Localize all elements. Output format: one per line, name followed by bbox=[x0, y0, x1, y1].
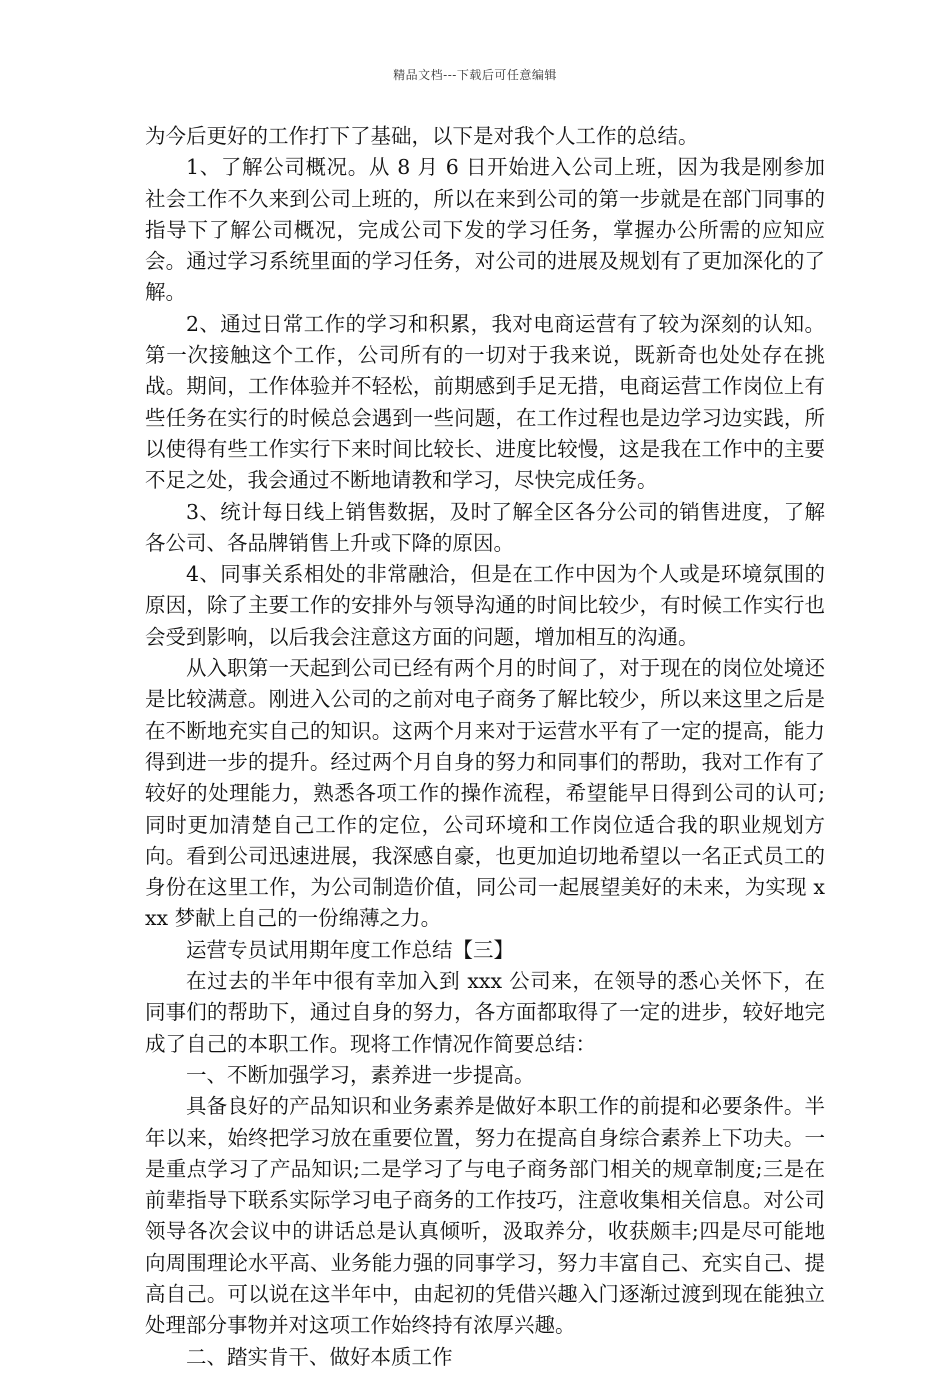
subheading-one: 一、不断加强学习，素养进一步提高。 bbox=[186, 1062, 535, 1087]
subheading-two: 二、踏实肯干、做好本质工作 bbox=[186, 1344, 453, 1369]
paragraph-item-1: 1、了解公司概况。从 8 月 6 日开始进入公司上班，因为我是刚参加社会工作不久来到公司上班的，所以在来到公司的第一步就是在部门同事的指导下了解公司概况，完成公司下发的学习任务，掌握办公所需的应知应会。通过学习系统里面的学习任务，对公司的进展及规划有了更加深化的了解。 bbox=[145, 155, 825, 305]
paragraph-summary: 从入职第一天起到公司已经有两个月的时间了，对于现在的岗位处境还是比较满意。刚进入公司的之前对电子商务了解比较少，所以来这里之后是在不断地充实自己的知识。这两个月来对于运营水平有了一定的提高，能力得到进一步的提升。经过两个月自身的努力和同事们的帮助，我对工作有了较好的处理能力，熟悉各项工作的操作流程，希望能早日得到公司的认可;同时更加清楚自己工作的定位，公司环境和工作岗位适合我的职业规划方向。看到公司迅速进展，我深感自豪，也更加迫切地希望以一名正式员工的身份在这里工作，为公司制造价值，同公司一起展望美好的未来，为实现 xxx 梦献上自己的一份绵薄之力。 bbox=[145, 656, 825, 931]
paragraph-item-3: 3、统计每日线上销售数据，及时了解全区各分公司的销售进度，了解各公司、各品牌销售上升或下降的原因。 bbox=[145, 499, 825, 555]
section-title-three: 运营专员试用期年度工作总结【三】 bbox=[186, 937, 514, 962]
page-header: 精品文档---下载后可任意编辑 bbox=[393, 68, 557, 82]
paragraph-item-4: 4、同事关系相处的非常融洽，但是在工作中因为个人或是环境氛围的原因，除了主要工作的安排外与领导沟通的时间比较少，有时候工作实行也会受到影响，以后我会注意这方面的问题，增加相互的沟通。 bbox=[145, 562, 825, 649]
paragraph-item-2: 2、通过日常工作的学习和积累，我对电商运营有了较为深刻的认知。第一次接触这个工作，公司所有的一切对于我来说，既新奇也处处存在挑战。期间，工作体验并不轻松，前期感到手足无措，电商运营工作岗位上有些任务在实行的时候总会遇到一些问题，在工作过程也是边学习边实践，所以使得有些工作实行下来时间比较长、进度比较慢，这是我在工作中的主要不足之处，我会通过不断地请教和学习，尽快完成任务。 bbox=[145, 311, 825, 493]
paragraph-intro-tail: 为今后更好的工作打下了基础，以下是对我个人工作的总结。 bbox=[145, 124, 699, 148]
paragraph-section-intro: 在过去的半年中很有幸加入到 xxx 公司来，在领导的悉心关怀下，在同事们的帮助下，通过自身的努力，各方面都取得了一定的进步，较好地完成了自己的本职工作。现将工作情况作简要总结： bbox=[145, 969, 825, 1056]
paragraph-learning: 具备良好的产品知识和业务素养是做好本职工作的前提和必要条件。半年以来，始终把学习放在重要位置，努力在提高自身综合素养上下功夫。一是重点学习了产品知识;二是学习了与电子商务部门相关的规章制度;三是在前辈指导下联系实际学习电子商务的工作技巧，注意收集相关信息。对公司领导各次会议中的讲话总是认真倾听，汲取养分，收获颇丰;四是尽可能地向周围理论水平高、业务能力强的同事学习，努力丰富自己、充实自己、提高自己。可以说在这半年中，由起初的凭借兴趣入门逐渐过渡到现在能独立处理部分事物并对这项工作始终持有浓厚兴趣。 bbox=[145, 1094, 825, 1338]
document-body bbox=[145, 121, 825, 1373]
